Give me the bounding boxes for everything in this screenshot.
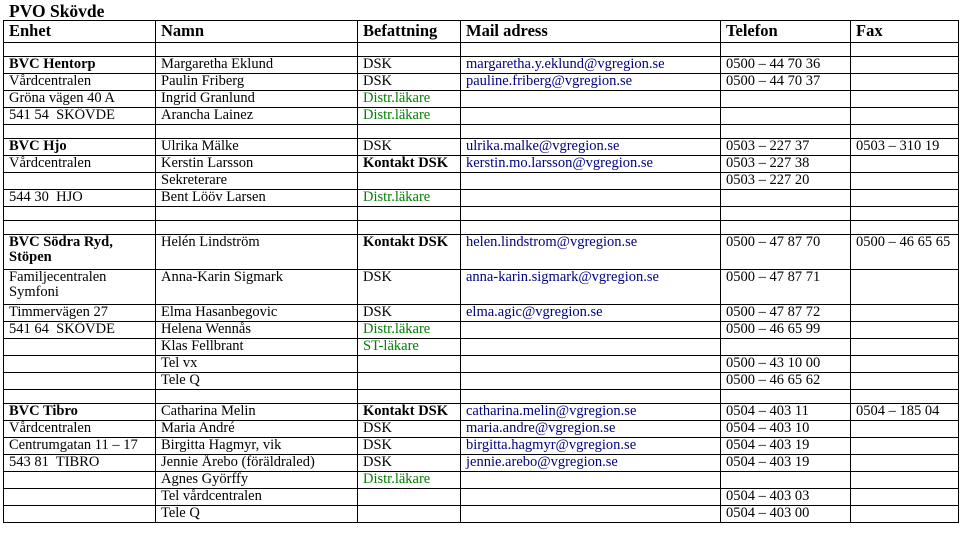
unit-cell	[4, 43, 156, 57]
email-cell[interactable]: helen.lindstrom@vgregion.se	[461, 235, 721, 270]
phone-cell	[721, 472, 851, 489]
fax-cell	[851, 91, 959, 108]
fax-cell	[851, 506, 959, 523]
name-cell: Tel vx	[156, 356, 358, 373]
name-cell: Helén Lindström	[156, 235, 358, 270]
role-cell	[358, 221, 461, 235]
fax-cell	[851, 322, 959, 339]
name-cell: Elma Hasanbegovic	[156, 305, 358, 322]
name-cell	[156, 221, 358, 235]
role-cell	[358, 489, 461, 506]
unit-cell: 541 54 SKÖVDE	[4, 108, 156, 125]
role-cell	[358, 373, 461, 390]
fax-cell	[851, 438, 959, 455]
email-cell[interactable]: maria.andre@vgregion.se	[461, 421, 721, 438]
role-cell: DSK	[358, 305, 461, 322]
phone-cell: 0500 – 44 70 37	[721, 74, 851, 91]
role-cell: Distr.läkare	[358, 472, 461, 489]
name-cell: Tele Q	[156, 506, 358, 523]
role-cell: Kontakt DSK	[358, 235, 461, 270]
role-cell: ST-läkare	[358, 339, 461, 356]
email-cell	[461, 108, 721, 125]
name-cell: Agnes Györffy	[156, 472, 358, 489]
email-cell	[461, 339, 721, 356]
header-cell: Mail adress	[461, 21, 721, 43]
role-cell: Kontakt DSK	[358, 404, 461, 421]
fax-cell	[851, 156, 959, 173]
email-cell	[461, 173, 721, 190]
table-row	[4, 421, 959, 438]
unit-cell: 544 30 HJO	[4, 190, 156, 207]
table-row	[4, 472, 959, 489]
email-cell	[461, 91, 721, 108]
role-cell: DSK	[358, 455, 461, 472]
unit-cell	[4, 339, 156, 356]
phone-cell: 0500 – 46 65 99	[721, 322, 851, 339]
email-cell	[461, 322, 721, 339]
spacer-row	[4, 125, 959, 139]
unit-cell: Vårdcentralen	[4, 421, 156, 438]
role-cell: DSK	[358, 270, 461, 305]
name-cell: Ingrid Granlund	[156, 91, 358, 108]
table-row	[4, 235, 959, 270]
fax-cell	[851, 190, 959, 207]
phone-cell: 0500 – 46 65 62	[721, 373, 851, 390]
phone-cell: 0504 – 403 03	[721, 489, 851, 506]
email-cell[interactable]: birgitta.hagmyr@vgregion.se	[461, 438, 721, 455]
fax-cell	[851, 173, 959, 190]
phone-cell: 0504 – 403 11	[721, 404, 851, 421]
table-row	[4, 339, 959, 356]
name-cell: Bent Lööv Larsen	[156, 190, 358, 207]
unit-cell: BVC Tibro	[4, 404, 156, 421]
email-cell[interactable]: catharina.melin@vgregion.se	[461, 404, 721, 421]
unit-cell: 541 64 SKÖVDE	[4, 322, 156, 339]
email-cell[interactable]: kerstin.mo.larsson@vgregion.se	[461, 156, 721, 173]
role-cell: DSK	[358, 421, 461, 438]
fax-cell: 0504 – 185 04	[851, 404, 959, 421]
fax-cell	[851, 390, 959, 404]
phone-cell: 0500 – 47 87 70	[721, 235, 851, 270]
name-cell	[156, 207, 358, 221]
table-row	[4, 489, 959, 506]
phone-cell	[721, 108, 851, 125]
role-cell: Distr.läkare	[358, 322, 461, 339]
phone-cell	[721, 221, 851, 235]
spacer-row	[4, 390, 959, 404]
contact-table	[3, 20, 959, 523]
fax-cell	[851, 57, 959, 74]
header-cell: Fax	[851, 21, 959, 43]
table-row	[4, 455, 959, 472]
role-cell: DSK	[358, 438, 461, 455]
phone-cell	[721, 91, 851, 108]
role-cell	[358, 390, 461, 404]
phone-cell	[721, 43, 851, 57]
role-cell	[358, 125, 461, 139]
name-cell: Sekreterare	[156, 173, 358, 190]
table-row	[4, 506, 959, 523]
table-row	[4, 322, 959, 339]
table-row	[4, 270, 959, 305]
email-cell	[461, 207, 721, 221]
role-cell	[358, 506, 461, 523]
unit-cell: Vårdcentralen	[4, 74, 156, 91]
phone-cell	[721, 339, 851, 356]
fax-cell	[851, 305, 959, 322]
unit-cell: BVC Hentorp	[4, 57, 156, 74]
phone-cell: 0500 – 44 70 36	[721, 57, 851, 74]
phone-cell: 0503 – 227 20	[721, 173, 851, 190]
fax-cell	[851, 125, 959, 139]
role-cell: Distr.läkare	[358, 108, 461, 125]
unit-cell: BVC Södra Ryd, Stöpen	[4, 235, 156, 270]
email-cell	[461, 221, 721, 235]
role-cell	[358, 173, 461, 190]
unit-cell	[4, 472, 156, 489]
unit-cell	[4, 390, 156, 404]
email-cell	[461, 43, 721, 57]
phone-cell: 0503 – 227 37	[721, 139, 851, 156]
fax-cell	[851, 373, 959, 390]
email-cell[interactable]: elma.agic@vgregion.se	[461, 305, 721, 322]
fax-cell	[851, 489, 959, 506]
phone-cell	[721, 207, 851, 221]
phone-cell: 0504 – 403 00	[721, 506, 851, 523]
name-cell	[156, 43, 358, 57]
fax-cell: 0500 – 46 65 65	[851, 235, 959, 270]
phone-cell: 0500 – 43 10 00	[721, 356, 851, 373]
name-cell: Ulrika Mälke	[156, 139, 358, 156]
table-row	[4, 356, 959, 373]
spacer-row	[4, 207, 959, 221]
role-cell: Kontakt DSK	[358, 156, 461, 173]
name-cell: Maria André	[156, 421, 358, 438]
phone-cell	[721, 125, 851, 139]
table-row	[4, 156, 959, 173]
unit-cell	[4, 356, 156, 373]
unit-cell	[4, 221, 156, 235]
name-cell: Tele Q	[156, 373, 358, 390]
spacer-row	[4, 43, 959, 57]
header-cell: Telefon	[721, 21, 851, 43]
spacer-row	[4, 221, 959, 235]
header-cell: Enhet	[4, 21, 156, 43]
table-row	[4, 91, 959, 108]
fax-cell	[851, 74, 959, 91]
email-cell	[461, 125, 721, 139]
table-row	[4, 57, 959, 74]
phone-cell	[721, 390, 851, 404]
unit-cell	[4, 173, 156, 190]
table-row	[4, 305, 959, 322]
phone-cell: 0504 – 403 10	[721, 421, 851, 438]
table-row	[4, 373, 959, 390]
email-cell	[461, 472, 721, 489]
fax-cell	[851, 43, 959, 57]
role-cell: DSK	[358, 57, 461, 74]
unit-cell: Centrumgatan 11 – 17	[4, 438, 156, 455]
fax-cell	[851, 472, 959, 489]
fax-cell	[851, 207, 959, 221]
table-row	[4, 139, 959, 156]
role-cell: DSK	[358, 74, 461, 91]
email-cell[interactable]: pauline.friberg@vgregion.se	[461, 74, 721, 91]
unit-cell: BVC Hjo	[4, 139, 156, 156]
unit-cell: Timmervägen 27	[4, 305, 156, 322]
role-cell	[358, 207, 461, 221]
unit-cell	[4, 207, 156, 221]
phone-cell: 0500 – 47 87 72	[721, 305, 851, 322]
unit-cell: Gröna vägen 40 A	[4, 91, 156, 108]
table-row	[4, 108, 959, 125]
fax-cell	[851, 356, 959, 373]
phone-cell: 0504 – 403 19	[721, 455, 851, 472]
role-cell: Distr.läkare	[358, 91, 461, 108]
page-title: PVO Skövde	[9, 1, 105, 21]
name-cell: Helena Wennås	[156, 322, 358, 339]
email-cell	[461, 373, 721, 390]
header-cell: Namn	[156, 21, 358, 43]
name-cell: Jennie Årebo (föräldraled)	[156, 455, 358, 472]
email-cell[interactable]: jennie.arebo@vgregion.se	[461, 455, 721, 472]
header-cell: Befattning	[358, 21, 461, 43]
fax-cell	[851, 455, 959, 472]
fax-cell	[851, 108, 959, 125]
email-cell	[461, 489, 721, 506]
role-cell: Distr.läkare	[358, 190, 461, 207]
phone-cell: 0503 – 227 38	[721, 156, 851, 173]
table-row	[4, 438, 959, 455]
unit-cell: Vårdcentralen	[4, 156, 156, 173]
unit-cell	[4, 125, 156, 139]
role-cell: DSK	[358, 139, 461, 156]
email-cell	[461, 506, 721, 523]
fax-cell	[851, 339, 959, 356]
fax-cell	[851, 421, 959, 438]
fax-cell	[851, 221, 959, 235]
role-cell	[358, 43, 461, 57]
name-cell: Margaretha Eklund	[156, 57, 358, 74]
table-row	[4, 173, 959, 190]
name-cell: Tel vårdcentralen	[156, 489, 358, 506]
email-cell	[461, 390, 721, 404]
name-cell	[156, 125, 358, 139]
table-row	[4, 190, 959, 207]
phone-cell: 0504 – 403 19	[721, 438, 851, 455]
header-row	[4, 21, 959, 43]
phone-cell: 0500 – 47 87 71	[721, 270, 851, 305]
name-cell: Anna-Karin Sigmark	[156, 270, 358, 305]
phone-cell	[721, 190, 851, 207]
role-cell	[358, 356, 461, 373]
email-cell[interactable]: ulrika.malke@vgregion.se	[461, 139, 721, 156]
name-cell: Kerstin Larsson	[156, 156, 358, 173]
table-row	[4, 74, 959, 91]
name-cell: Arancha Lainez	[156, 108, 358, 125]
email-cell[interactable]: margaretha.y.eklund@vgregion.se	[461, 57, 721, 74]
email-cell[interactable]: anna-karin.sigmark@vgregion.se	[461, 270, 721, 305]
unit-cell	[4, 506, 156, 523]
email-cell	[461, 190, 721, 207]
name-cell: Klas Fellbrant	[156, 339, 358, 356]
fax-cell	[851, 270, 959, 305]
unit-cell: 543 81 TIBRO	[4, 455, 156, 472]
name-cell: Catharina Melin	[156, 404, 358, 421]
name-cell: Paulin Friberg	[156, 74, 358, 91]
fax-cell: 0503 – 310 19	[851, 139, 959, 156]
name-cell: Birgitta Hagmyr, vik	[156, 438, 358, 455]
name-cell	[156, 390, 358, 404]
unit-cell	[4, 489, 156, 506]
email-cell	[461, 356, 721, 373]
unit-cell: Familjecentralen Symfoni	[4, 270, 156, 305]
table-row	[4, 404, 959, 421]
unit-cell	[4, 373, 156, 390]
